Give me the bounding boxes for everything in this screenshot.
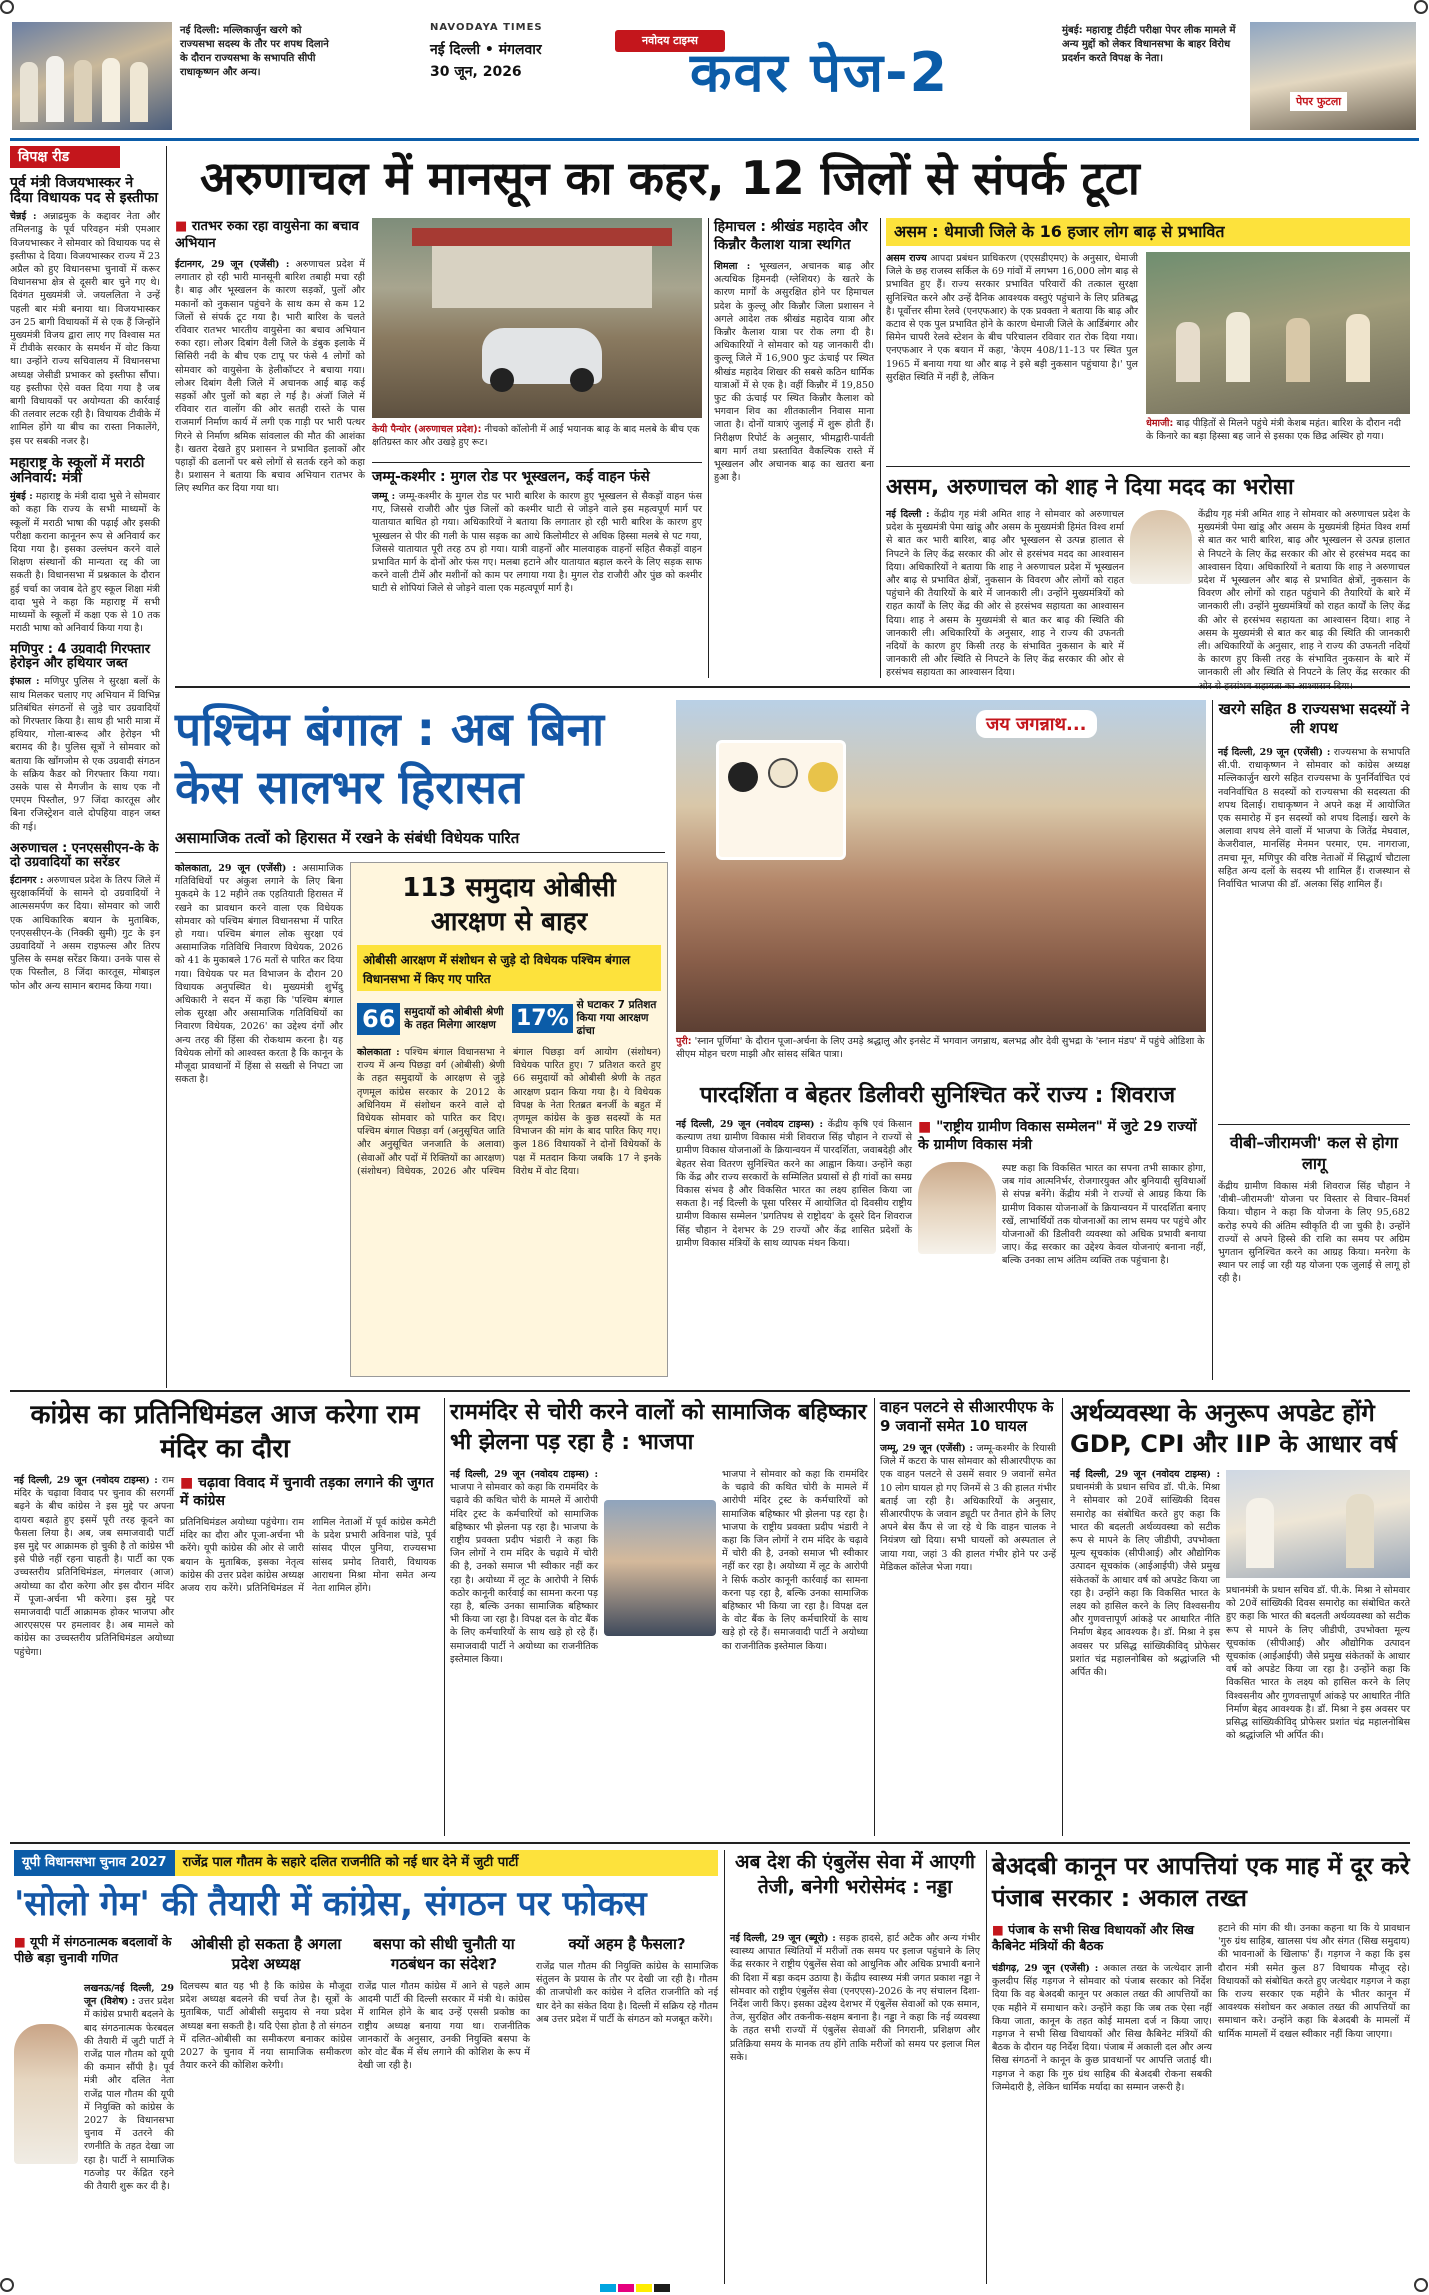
up-col2 <box>358 1934 530 2284</box>
cmyk-swatch-black <box>654 2284 670 2292</box>
puri-photo-caption: पुरी: 'स्नान पूर्णिमा' के दौरान पूजा-अर्चना के लिए उमड़े श्रद्धालु और इनसेट में भगवान जगन्नाथ, बलभद्र और देवी सुभद्रा के 'स्नान मंडप' में पहुंचे ओडिशा के सीएम मोहन चरण माझी और सांसद संबित पात्रा। <box>676 1036 1205 1060</box>
assam-photo-caption: धेमाजी: बाढ़ पीड़ितों से मिलने पहुंचे मंत्री केशब महंत। बारिश के दौरान नदी के किनारे का बड़ा हिस्सा बह जाने से इसका एक छिद्र अस्थिर हो गया। <box>1146 418 1401 442</box>
masthead-left-photo <box>12 22 172 130</box>
masthead-right-teaser[interactable]: मुंबई: महाराष्ट्र टीईटी परीक्षा पेपर लीक मामले में अन्य मुद्दों को लेकर विधानसभा के बाहर विरोध प्रदर्शन करते विपक्ष के नेता। <box>1062 25 1236 64</box>
up-col3-body: राजेंद्र पाल गौतम की नियुक्ति कांग्रेस के सामाजिक संतुलन के प्रयास के तौर पर देखी जा रही है। गौतम की ताजपोशी कर कांग्रेस ने दलित राजनीति को नई धार देने का संकेत दिया है। दिल्ली में सक्रिय रहे गौतम अब उत्तर प्रदेश में पार्टी के संगठन को मजबूत करेंगे। <box>536 1961 718 2025</box>
masthead <box>0 0 1429 140</box>
cmyk-swatch-magenta <box>618 2284 634 2292</box>
congress-ram-body: नई दिल्ली, 29 जून (नवोदय टाइम्स) : राम मंदिर के चढ़ावा विवाद पर चुनाव की सरगर्मी बढ़ने के बीच कांग्रेस ने इस मुद्दे पर अपना दायरा बढ़ाते हुए इसमें पूरी तरह कूदने का फैसला लिया है। अब, जब समाजवादी पार्टी इस मुद्दे पर आक्रामक हो चुकी है तो कांग्रेस भी इसे पीछे नहीं रहना चाहती है। पार्टी का एक उच्चस्तरीय प्रतिनिधिमंडल, मंगलवार (आज) अयोध्या का दौरा करेगा और इस दौरान मंदिर में पूजा-अर्चना भी करेगा। इस मुद्दे पर समाजवादी पार्टी आक्रामक होकर भाजपा और आरएसएस पर हमलावर है। अब मामले को कांग्रेस का उच्चस्तरीय प्रतिनिधिमंडल अयोध्या पहुंचेगा। <box>14 1475 174 1658</box>
bengal-body: कोलकाता, 29 जून (एजेंसी) : असामाजिक गतिविधियों पर अंकुश लगाने के लिए बिना मुकदमे के 12 महीने तक एहतियाती हिरासत में रखने का प्रावधान करने वाला एक विधेयक सोमवार को पश्चिम बंगाल विधानसभा में पारित हो गया। पश्चिम बंगाल लोक सुरक्षा एवं असामाजिक गतिविधि निवारण विधेयक, 2026 को 41 के मुकाबले 176 मतों से पारित कर दिया गया। विधेयक पर मत विभाजन के दौरान 20 विधायक अनुपस्थित थे। मुख्यमंत्री शुभेंदु अधिकारी ने सदन में कहा कि 'पश्चिम बंगाल लोक सुरक्षा और असामाजिक गतिविधियों का निवारण विधेयक, 2026' का उद्देश्य दंगों और अन्य तरह की हिंसा की रोकथाम करना है। यह विधेयक लोगों को आश्वस्त करता है कि कानून के मौजूदा प्रावधानों में हिंसा से सख्ती से निपटा जा सकता है। <box>175 863 344 1086</box>
bjp-ram-body-col1: नई दिल्ली, 29 जून (नवोदय टाइम्स) : भाजपा ने सोमवार को कहा कि राममंदिर के चढ़ावे की कथित चोरी के मामले में आरोपी मंदिर ट्रस्ट के कर्मचारियों को सामाजिक बहिष्कार भी झेलना पड़ रहा है। भाजपा के राष्ट्रीय प्रवक्ता प्रदीप भंडारी ने कहा कि जिन लोगों ने राम मंदिर के चढ़ावे में चोरी की है, उनको समाज भी स्वीकार नहीं कर रहा है। अयोध्या में लूट के आरोपी ने सिर्फ कठोर कानूनी कार्रवाई का सामना करना पड़ रहा है, बल्कि उनका सामाजिक बहिष्कार भी किया जा रहा है। विपक्ष दल के वोट बैंक के लिए कर्मचारियों के साथ खड़े हो रहे हैं। समाजवादी पार्टी ने अयोध्या का राजनीतिक इस्तेमाल किया। <box>450 1469 598 1665</box>
lead-story4-headline[interactable]: असम : धेमाजी जिले के 16 हजार लोग बाढ़ से प्रभावित <box>894 222 1225 241</box>
kharge-body: नई दिल्ली, 29 जून (एजेंसी) : राज्यसभा के सभापति सी.पी. राधाकृष्णन ने सोमवार को कांग्रेस अध्यक्ष मल्लिकार्जुन खरगे सहित राज्यसभा के पुनर्निर्वाचित एवं नवनिर्वाचित 8 सदस्यों को राज्यसभा की सदस्यता की शपथ दिलाई। राधाकृष्णन ने अपने कक्ष में आयोजित एक समारोह में इन सदस्यों को शपथ दिलाई। खरगे के अलावा शपथ लेने वालों में भाजपा के जितेंद्र मेघवाल, केजरीवाल, मानसिंह मेनमन परमार, एम. नागराजा, तमचा मून, मणिपुर की वरिष्ठ नेताओं में सिद्धार्थ चौटाला सहित अन्य दलों के सदस्य भी शामिल हैं। राजस्थान से निर्वाचित भाजपा की डॉ. अलका सिंह शामिल हैं। <box>1218 747 1410 891</box>
left-column-divider <box>166 146 167 1388</box>
up-side-headline[interactable]: ■ यूपी में संगठनात्मक बदलावों के पीछे बड़ा चुनावी गणित <box>14 1934 172 1965</box>
obc-inset <box>350 862 668 1377</box>
congress-divider <box>444 1398 445 1836</box>
lead-story2 <box>372 468 702 680</box>
lead-headline[interactable]: अरुणाचल में मानसून का कहर, 12 जिलों से संपर्क टूटा <box>200 151 1140 205</box>
left-story3-body: इंफाल : मणिपुर पुलिस ने सुरक्षा बलों के साथ मिलकर चलाए गए अभियान में विभिन्न प्रतिबंधित संगठनों से जुड़े चार उग्रवादियों को गिरफ्तार किया है। साथ ही भारी मात्रा में हथियार, गोला-बारूद और हेरोइन भी बरामद की है। पुलिस सूत्रों ने सोमवार को बताया कि खोंगजोम से एक उग्रवादी संगठन के सक्रिय कैडर को गिरफ्तार किया गया। उसके पास से मैगजीन के साथ एक नौ एमएम पिस्तौल, 97 जिंदा कारतूस और बिना रजिस्ट्रेशन वाले दोपहिया वाहन जब्त की गई। <box>10 676 160 833</box>
punjab-side-body: हटाने की मांग की थी। उनका कहना था कि ये प्रावधान 'गुरु ग्रंथ साहिब, खालसा पंथ और संगत (सिख समुदाय) की भावनाओं के खिलाफ' हैं। गड़गज ने कहा कि इस दौरान मंत्री समेत कुल 87 विधायक मौजूद रहे। विधायकों को संबोधित करते हुए जत्थेदार गड़गज ने कहा कि राज्य सरकार एक महीने के भीतर कानून में आवश्यक संशोधन कर अकाल तख्त की आपत्तियों का समाधान करे। उन्होंने कहा कि बेअदबी के मामलों में धार्मिक मामलों में दखल स्वीकार नहीं किया जाएगा। <box>1218 1923 1410 2040</box>
ambulance-body: नई दिल्ली, 29 जून (ब्यूरो) : सड़क हादसे, हार्ट अटैक और अन्य गंभीर स्वास्थ्य आपात स्थितियों में मरीजों तक समय पर इलाज पहुंचाने के लिए केंद्र सरकार ने राष्ट्रीय एंबुलेंस सेवा को आधुनिक और अधिक प्रभावी बनाने की दिशा में बड़ा कदम उठाया है। केंद्रीय स्वास्थ्य मंत्री जगत प्रकाश नड्डा ने सोमवार को राष्ट्रीय एंबुलेंस सेवा (एनएएस)-2026 के नए संचालन दिशा-निर्देश जारी किए। इसका उद्देश्य देशभर में एंबुलेंस सेवाओं को एक समान, तेज, सुरक्षित और तकनीक-सक्षम बनाना है। नड्डा ने कहा कि नई व्यवस्था के तहत सभी राज्यों में एंबुलेंस सेवाओं की निगरानी, प्रशिक्षण और प्रतिक्रिया समय के मानक तय होंगे ताकि मरीजों को समय पर इलाज मिल सके। <box>730 1933 980 2063</box>
punjab-inset-headline[interactable]: ■ पंजाब के सभी सिख विधायकों और सिख कैबिनेट मंत्रियों की बैठक <box>992 1922 1195 1953</box>
lower-rule <box>10 1842 1410 1844</box>
lead-bottom-rule <box>175 686 1410 688</box>
left-story4-headline[interactable]: अरुणाचल : एनएससीएन-के के दो उग्रवादियों का सरेंडर <box>10 840 159 870</box>
left-story1-headline[interactable]: पूर्व मंत्री विजयभास्कर ने दिया विधायक पद से इस्तीफा <box>10 175 159 207</box>
registration-mark-icon <box>1414 2278 1428 2292</box>
shivraj-body: नई दिल्ली, 29 जून (नवोदय टाइम्स) : केंद्रीय कृषि एवं किसान कल्याण तथा ग्रामीण विकास मंत्री शिवराज सिंह चौहान ने राज्यों से ग्रामीण विकास योजनाओं के क्रियान्वयन में पारदर्शिता, जवाबदेही और बेहतर सेवा वितरण सुनिश्चित करने का आह्वान किया। उन्होंने कहा कि केंद्र और राज्य सरकारों के सम्मिलित प्रयासों से ही गांवों का समग्र विकास संभव है और विकसित भारत का लक्ष्य हासिल किया जा सकता है। नई दिल्ली के पूसा परिसर में आयोजित दो दिवसीय राष्ट्रीय ग्रामीण विकास सम्मेलन 'प्रगतिपथ से राष्ट्रोदय' के दूसरे दिन शिवराज सिंह चौहान ने देशभर के 29 राज्यों और केंद्र शासित प्रदेशों के ग्रामीण विकास मंत्रियों के साथ व्यापक मंथन किया। <box>676 1119 912 1249</box>
kharge-rule <box>1218 1124 1410 1125</box>
masthead-left-teaser[interactable]: नई दिल्ली: मल्लिकार्जुन खरगे को राज्यसभा सदस्य के तौर पर शपथ दिलाने के दौरान राज्यसभा के सभापति सीपी राधाकृष्णन और अन्य। <box>180 25 329 78</box>
registration-mark-icon <box>0 2278 14 2292</box>
city-day: नई दिल्ली • मंगलवार <box>430 42 542 58</box>
lead-story4-body: असम राज्य आपदा प्रबंधन प्राधिकरण (एएसडीएमए) के अनुसार, धेमाजी जिले के छह राजस्व सर्किल के 69 गांवों में लगभग 16,000 लोग बाढ़ से प्रभावित हुए हैं। राज्य सरकार प्रभावित परिवारों की तत्काल सुरक्षा सुनिश्चित करने और उन्हें दैनिक आवश्यक वस्तुएं पहुंचाने के लिए प्रतिबद्ध है। पूर्वोत्तर सीमा रेलवे (एनएफआर) के एक प्रवक्ता ने बताया कि बाढ़ और कटाव से एक पुल प्रभावित होने के कारण धेमाजी जिले के आर्डिबंगार और सिमेन चापरी रेलवे स्टेशन के बीच परिचालन रविवार रात रोक दिया गया। एनएफआर ने एक बयान में कहा, 'केएम 408/11-13 पर स्थित पुल 1965 में बनाया गया था और बाढ़ ने इसे बड़ी नुकसान पहुंचाया है।' पुल सुरक्षित स्थिति में नहीं है, लेकिन <box>886 253 1138 383</box>
red-square-icon: ■ <box>992 1922 1009 1937</box>
congress-ram-headline[interactable]: कांग्रेस का प्रतिनिधिमंडल आज करेगा राम मंदिर का दौरा <box>30 1400 420 1464</box>
paper-name: NAVODAYA TIMES <box>430 22 543 33</box>
left-story3-headline[interactable]: मणिपुर : 4 उग्रवादी गिरफ्तार हेरोइन और हथियार जब्त <box>10 642 151 672</box>
obc-banner-text: ओबीसी आरक्षण में संशोधन से जुड़े दो विधेयक पश्चिम बंगाल विधानसभा में किए गए पारित <box>363 953 631 986</box>
obc-inset-body: कोलकाता : पश्चिम बंगाल विधानसभा ने राज्य में अन्य पिछड़ा वर्ग (ओबीसी) श्रेणी के तहत समुदायों के आरक्षण से जुड़े तृणमूल कांग्रेस सरकार के 2012 के अधिनियम में संशोधन करने वाले दो विधेयक सोमवार को पारित कर दिए। पश्चिम बंगाल पिछड़ा वर्ग (अनुसूचित जाति और अनुसूचित जनजाति के अलावा) (सेवाओं और पदों में रिक्तियों का आरक्षण) (संशोधन) विधेयक, 2026 और पश्चिम बंगाल पिछड़ा वर्ग आयोग (संशोधन) विधेयक पारित हुए। 7 प्रतिशत करते हुए 66 समुदायों को ओबीसी श्रेणी के तहत आरक्षण प्रदान किया गया है। ये विधेयक विपक्ष के नेता रितब्रत बनर्जी के बहुत में तृणमूल कांग्रेस के कुछ सदस्यों के मत विभाजन की मांग के बाद पारित किए गए। कुल 186 विधायकों ने दोनों विधेयकों के पक्ष में मतदान किया जबकि 17 ने इनके विरोध में वोट दिया। <box>357 1047 661 1177</box>
up-col3 <box>536 1934 718 2284</box>
bjp-divider <box>874 1398 875 1836</box>
punjab-headline[interactable] <box>992 1850 1410 1914</box>
up-label: यूपी विधानसभा चुनाव 2027 <box>14 1850 175 1876</box>
obc-stats <box>357 999 661 1038</box>
red-square-icon: ■ <box>175 219 192 234</box>
lead-story3-body: शिमला : भूस्खलन, अचानक बाढ़ और अत्यधिक हिमनदी (ग्लेशियर) के खतरे के कारण मार्गों के असुरक्षित होने पर हिमाचल प्रदेश के कुल्लू और किन्नौर जिला प्रशासन ने अगले आदेश तक श्रीखंड महादेव यात्रा और किन्नौर कैलाश यात्रा पर रोक लगा दी है। अधिकारियों ने सोमवार को यह जानकारी दी। कुल्लू जिले में 16,900 फुट ऊंचाई पर स्थित श्रीखंड महादेव शिखर की सबसे कठिन धार्मिक यात्राओं में से एक है। वहीं किन्नौर में 19,850 फुट की ऊंचाई पर स्थित किन्नौर कैलाश को भगवान शिव का शीतकालीन निवास माना जाता है। दोनों यात्राएं जुलाई में शुरू होती हैं। निरीक्षण रिपोर्ट के अनुसार, भीमद्वारी-पार्वती बाग मार्ग तथा प्रस्तावित वैकल्पिक रास्ते में भूस्खलन और अचानक बाढ़ का खतरा बना हुआ है। <box>714 261 874 484</box>
obc-stat-2-number: 17% <box>512 1004 573 1033</box>
obc-stat-1 <box>357 999 506 1038</box>
economy-body-col1: नई दिल्ली, 29 जून (नवोदय टाइम्स) : प्रधानमंत्री के प्रधान सचिव डॉ. पी.के. मिश्रा ने सोमवार को 20वें सांख्यिकी दिवस समारोह का संबोधित करते हुए कहा कि भारत की बदलती अर्थव्यवस्था को सटीक रूप से मापने के लिए जीडीपी, उपभोक्ता मूल्य सूचकांक (सीपीआई) और औद्योगिक उत्पादन सूचकांक (आईआईपी) जैसे प्रमुख संकेतकों के आधार वर्ष को अपडेट किया जा रहा है। उन्होंने कहा कि विकसित भारत के लक्ष्य को हासिल करने के लिए विश्वसनीय और गुणवत्तापूर्ण आंकड़े पर आधारित नीति निर्माण बेहद आवश्यक है। डॉ. मिश्रा ने इस अवसर पर प्रसिद्ध सांख्यिकीविद् प्रोफेसर प्रशांत चंद्र महालनोबिस को श्रद्धांजलि भी अर्पित की। <box>1070 1469 1220 1679</box>
lead-story5-headline[interactable]: असम, अरुणाचल को शाह ने दिया मदद का भरोसा <box>886 475 1294 500</box>
obc-banner <box>357 945 661 991</box>
kharge-story <box>1218 700 1410 1120</box>
lead-story3 <box>714 218 874 678</box>
masthead-rule <box>10 138 1419 141</box>
red-square-icon: ■ <box>14 1934 31 1949</box>
up-col1-headline[interactable]: ओबीसी हो सकता है अगला प्रदेश अध्यक्ष <box>190 1935 342 1973</box>
left-story1-body: चेन्नई : अन्नाद्रमुक के कद्दावर नेता और तमिलनाडु के पूर्व परिवहन मंत्री एमआर विजयभास्कर ने सोमवार को विधायक पद से इस्तीफा दे दिया। विजयभास्कर राज्य में 23 अप्रैल को हुए विधानसभा चुनावों में करूर विधानसभा क्षेत्र से दूसरी बार चुने गए थे। दिवंगत मुख्यमंत्री जे. जयललिता ने उन्हें पहली बार मंत्री बनाया था। विजयभास्कर उन 25 बागी विधायकों में से एक हैं जिन्होंने मुख्यमंत्री विजय द्वारा लाए गए विश्वास मत में टीवीके सरकार के समर्थन में वोट किया था। उन्होंने राज्य सचिवालय में विधानसभा अध्यक्ष जेसीडी प्रभाकर को इस्तीफा सौंपा। यह इस्तीफा ऐसे वक्त दिया गया है जब बागी विधायकों पर अयोग्यता की कार्रवाई की तलवार लटक रही है। विधायक टीवीके में शामिल होंगे या बीच का रास्ता निकालेंगे, इस पर सबकी नजर है। <box>10 211 160 447</box>
lead-photo-flood <box>372 218 702 418</box>
shivraj-inset-body: स्पष्ट कहा कि विकसित भारत का सपना तभी साकार होगा, जब गांव आत्मनिर्भर, रोजगारयुक्त और बुनियादी सुविधाओं से संपन्न बनेंगे। केंद्रीय मंत्री ने राज्यों से आग्रह किया कि ग्रामीण विकास योजनाओं के क्रियान्वयन में पारदर्शिता बनाए रखें, लाभार्थियों तक योजनाओं का लाभ समय पर पहुंचे और योजनाओं की डिलीवरी व्यवस्था को अधिक प्रभावी बनाया जाए। केंद्र सरकार का उद्देश्य केवल योजनाएं बनाना नहीं, बल्कि उनका लाभ अंतिम व्यक्ति तक पहुंचाना है। <box>1002 1163 1206 1267</box>
page-title: कवर पेज-2 <box>690 41 950 104</box>
lead-story1-headline[interactable]: ■ रातभर रुका रहा वायुसेना का बचाव अभियान <box>175 219 359 251</box>
lead-story4 <box>886 252 1138 462</box>
up-headline[interactable] <box>14 1882 718 1926</box>
up-banner: राजेंद्र पाल गौतम के सहारे दलित राजनीति को नई धार देने में जुटी पार्टी <box>175 1850 718 1876</box>
mid-rule <box>10 1390 1410 1392</box>
up-divider <box>724 1850 725 2284</box>
lead-inner-rule <box>372 462 702 463</box>
registration-mark-icon <box>0 0 14 14</box>
bjp-ram-body-col2: भाजपा ने सोमवार को कहा कि राममंदिर के चढ़ावे की कथित चोरी के मामले में आरोपी मंदिर ट्रस्ट के कर्मचारियों को सामाजिक बहिष्कार भी झेलना पड़ रहा है। भाजपा के राष्ट्रीय प्रवक्ता प्रदीप भंडारी ने कहा कि जिन लोगों ने राम मंदिर के चढ़ावे में चोरी की है, उनको समाज भी स्वीकार नहीं कर रहा है। अयोध्या में लूट के आरोपी ने सिर्फ कठोर कानूनी कार्रवाई का सामना करना पड़ रहा है, बल्कि उनका सामाजिक बहिष्कार भी किया जा रहा है। विपक्ष दल के वोट बैंक के लिए कर्मचारियों के साथ खड़े हो रहे हैं। समाजवादी पार्टी ने अयोध्या का राजनीतिक इस्तेमाल किया। <box>722 1469 868 1652</box>
up-col1 <box>180 1934 352 2284</box>
up-col2-body: राजेंद्र पाल गौतम कांग्रेस में आने से पहले आम आदमी पार्टी की दिल्ली सरकार में मंत्री थे। कांग्रेस में शामिल होने के बाद उन्हें एससी प्रकोष्ठ का राष्ट्रीय अध्यक्ष बनाया गया था। राजनीतिक जानकारों के अनुसार, उनकी नियुक्ति बसपा के कोर वोट बैंक में सेंध लगाने की कोशिश के रूप में देखी जा रही है। <box>358 1981 530 2072</box>
assam-rule <box>886 466 1410 467</box>
lead-story2-headline[interactable]: जम्मू-कश्मीर : मुगल रोड पर भूस्खलन, कई वाहन फंसे <box>372 469 650 485</box>
punjab-headline-text: बेअदबी कानून पर आपत्तियां एक माह में दूर करे पंजाब सरकार : अकाल तख्त <box>992 1852 1410 1912</box>
assam-headline-box <box>886 218 1410 246</box>
left-story4-body: ईटानगर : अरुणाचल प्रदेश के तिरप जिले में सुरक्षाकर्मियों के सामने दो उग्रवादियों ने आत्मसमर्पण कर दिया। सोमवार को जारी एक आधिकारिक बयान के मुताबिक, एनएससीएन-के (निक्की सुमी) गुट के इन उग्रवादियों ने असम राइफल्स और तिरप पुलिस के समक्ष सरेंडर किया। उनके पास से एक पिस्तौल, 8 जिंदा कारतूस, मोबाइल फोन और अन्य सामान बरामद किया गया। <box>10 874 161 992</box>
puri-photo-label: जय जगन्नाथ... <box>976 710 1097 738</box>
cmyk-swatch-cyan <box>600 2284 616 2292</box>
cmyk-swatch-yellow <box>636 2284 652 2292</box>
left-column <box>10 146 160 1388</box>
masthead-right-photo <box>1250 22 1416 130</box>
up-col3-headline[interactable]: क्यों अहम है फैसला? <box>568 1935 686 1953</box>
crpf-body: जम्मू, 29 जून (एजेंसी) : जम्मू-कश्मीर के रियासी जिले में कटरा के पास सोमवार को सीआरपीएफ का एक वाहन पलटने से उसमें सवार 9 जवानों समेत 10 लोग घायल हो गए जिनमें से 3 की हालत गंभीर बताई जा रही है। अधिकारियों के अनुसार, सीआरपीएफ के जवान ड्यूटी पर तैनात होने के लिए अपने बेस कैंप से जा रहे थे कि वाहन चालक ने नियंत्रण खो दिया। सभी घायलों को अस्पताल ले जाया गया, जहां 3 की हालत गंभीर होने पर उन्हें मेडिकल कॉलेज भेजा गया। <box>880 1443 1056 1573</box>
shivraj-headline[interactable]: पारदर्शिता व बेहतर डिलीवरी सुनिश्चित करें राज्य : शिवराज <box>700 1083 1176 1108</box>
paper-logo-text: नवोदय टाइम्स <box>642 34 698 47</box>
red-square-icon: ■ <box>918 1119 937 1135</box>
crpf-headline[interactable]: वाहन पलटने से सीआरपीएफ के 9 जवानों समेत 10 घायल <box>880 1398 1054 1435</box>
bengal-subhead: असामाजिक तत्वों को हिरासत में रखने के संबंधी विधेयक पारित <box>175 828 665 853</box>
ambulance-headline[interactable]: अब देश की एंबुलेंस सेवा में आएगी तेजी, बनेगी भरोसेमंद : नड्डा <box>735 1851 975 1898</box>
bhandari-photo <box>604 1500 716 1636</box>
obc-stat-1-text: समुदायों को ओबीसी श्रेणी के तहत मिलेगा आरक्षण <box>404 1005 504 1031</box>
bengal-divider <box>1212 700 1213 1380</box>
congress-ram-inset-headline[interactable]: ■ चढ़ावा विवाद में चुनावी तड़का लगाने की जुगत में कांग्रेस <box>180 1475 434 1509</box>
issue-date: 30 जून, 2026 <box>430 64 522 80</box>
bengal-headline-text: पश्चिम बंगाल : अब बिना केस सालभर हिरासत <box>175 702 605 814</box>
registration-mark-icon <box>1414 0 1428 14</box>
up-col2-headline[interactable]: बसपा को सीधी चुनौती या गठबंधन का संदेश? <box>373 1935 515 1973</box>
obc-stat-2-text: से घटाकर 7 प्रतिशत किया गया आरक्षण ढांचा <box>576 999 657 1037</box>
assam-photo <box>1146 252 1410 414</box>
economy-headline[interactable]: अर्थव्यवस्था के अनुरूप अपडेट होंगे GDP, CPI और IIP के आधार वर्ष <box>1070 1399 1397 1458</box>
lead-story1-body: ईटानगर, 29 जून (एजेंसी) : अरुणाचल प्रदेश में लगातार हो रही भारी मानसूनी बारिश तबाही मचा रही है। बाढ़ और भूस्खलन के कारण सड़कों, पुलों और मकानों को नुकसान पहुंचने के साथ कम से कम 12 जिलों से संपर्क टूट गया है। भारी बारिश के चलते रविवार रातभर भारतीय वायुसेना का बचाव अभियान रुका रहा। लोअर दिबांग वैली जिले के डंबुक इलाके में सिसिरी नदी के बीच एक टापू पर फंसे 4 लोगों को सोमवार को वायुसेना के हेलीकॉप्टर ने बचाया गया। लोअर दिबांग वैली जिले में अचानक आई बाढ़ कई सड़कों और पुलों को बहा ले गई है। अंजॉ जिले में रविवार रात वालोंग की ओर सतही रास्ते के पास राजमार्ग निर्माण कार्य में लगी एक गाड़ी पर भारी पत्थर गिरने से निर्माण श्रमिक सांवलाल की मौत की आशंका है। खतरा देखते हुए प्रशासन ने प्रभावित इलाकों और पहाड़ों की ढलानों पर बसे लोगों से सतर्क रहने को कहा है। प्रशासन ने बताया कि बचाव अभियान रातभर के लिए स्थगित कर दिया गया था। <box>175 259 365 495</box>
left-story2-body: मुंबई : महाराष्ट्र के मंत्री दादा भुसे ने सोमवार को कहा कि राज्य के सभी माध्यमों के स्कूलों में मराठी भाषा की पढ़ाई और इसकी परीक्षा कराना कानूनन रूप से अनिवार्य कर दिया गया है। इसका उल्लंघन करने वाले शिक्षण संस्थानों की मान्यता रद्द की जा सकती है। विधानसभा में प्रश्नकाल के दौरान हुई चर्चा का जवाब देते हुए स्कूल शिक्षा मंत्री दादा भुसे ने कहा कि महाराष्ट्र में सभी माध्यमों के स्कूलों में कक्षा एक से 10 तक मराठी भाषा को अनिवार्य किया गया है। <box>10 491 160 635</box>
up-banner-row <box>14 1850 718 1876</box>
shivraj-photo <box>918 1162 996 1254</box>
crpf-divider <box>1062 1398 1063 1836</box>
lead-story5-body-col2: केंद्रीय गृह मंत्री अमित शाह ने सोमवार को अरुणाचल प्रदेश के मुख्यमंत्री पेमा खांडू और असम के मुख्यमंत्री हिमंत विश्व शर्मा से बात कर भारी बारिश, बाढ़ और भूस्खलन से उत्पन्न हालात से निपटने के लिए केंद्र सरकार की ओर से हरसंभव मदद का आश्वासन दिया। अधिकारियों ने बताया कि शाह ने अरुणाचल प्रदेश में भूस्खलन और बाढ़ से प्रभावित क्षेत्रों, नुकसान के विवरण और लोगों को राहत पहुंचाने की तैयारियों के बारे में जानकारी ली। उन्होंने मुख्यमंत्रियों को राहत कार्यों के लिए केंद्र की ओर से हरसंभव सहायता का आश्वासन दिया। शाह ने असम के मुख्यमंत्री से बात कर बाढ़ की स्थिति की जानकारी ली। अधिकारियों के अनुसार, शाह ने राज्य की उफनती नदियों के कारण हुए किसी तरह के संभावित नुकसान के बारे में जानकारी ली और स्थिति से निपटने के लिए केंद्र सरकार की <box>1198 509 1410 679</box>
ambulance-divider <box>986 1850 987 2284</box>
obc-inset-headline[interactable]: 113 समुदाय ओबीसी आरक्षण से बाहर <box>402 873 616 937</box>
lead-photo-caption: केयी पैन्योर (अरुणाचल प्रदेश): नीचको कॉलोनी में आई भयानक बाढ़ के बाद मलबे के बीच एक क्षतिग्रस्त कार और उखड़े हुए रूट। <box>372 424 700 448</box>
kharge-headline[interactable]: खरगे सहित 8 राज्यसभा सदस्यों ने ली शपथ <box>1218 700 1410 737</box>
economy-photo <box>1226 1470 1410 1578</box>
lead-story3-headline[interactable]: हिमाचल : श्रीखंड महादेव और किन्नौर कैलाश यात्रा स्थगित <box>714 219 868 253</box>
left-story2-headline[interactable]: महाराष्ट्र के स्कूलों में मराठी अनिवार्य: मंत्री <box>10 454 145 486</box>
up-col1-body: दिलचस्प बात यह भी है कि कांग्रेस के मौजूदा प्रदेश अध्यक्ष बदलने की चर्चा तेज है। सूत्रों के मुताबिक, पार्टी ओबीसी समुदाय से नया प्रदेश अध्यक्ष बना सकती है। यदि ऐसा होता है तो संगठन में दलित-ओबीसी का समीकरण बनाकर कांग्रेस 2027 के चुनाव में नया सामाजिक समीकरण तैयार करने की कोशिश करेगी। <box>180 1981 352 2072</box>
up-body: लखनऊ/नई दिल्ली, 29 जून (विशेष) : उत्तर प्रदेश में कांग्रेस प्रभारी बदलने के बाद संगठनात्मक फेरबदल की तैयारी में जुटी पार्टी ने राजेंद्र पाल गौतम को यूपी की कमान सौंपी है। पूर्व मंत्री और दलित नेता राजेंद्र पाल गौतम की यूपी में नियुक्ति को कांग्रेस के 2027 के विधानसभा चुनाव में उतरने की रणनीति के तहत देखा जा रहा है। पार्टी ने सामाजिक गठजोड़ पर केंद्रित रहने की तैयारी शुरू कर दी है। <box>84 1983 174 2193</box>
congress-ram-inset-body: प्रतिनिधिमंडल अयोध्या पहुंचेगा। राम मंदिर का दौरा और पूजा-अर्चना भी करेंगे। यूपी कांग्रेस की ओर से जारी बयान के मुताबिक, इसका नेतृत्व कांग्रेस की उत्तर प्रदेश कांग्रेस अध्यक्ष अजय राय करेंगे। प्रतिनिधिमंडल में शामिल नेताओं में पूर्व कांग्रेस कमेटी के प्रदेश प्रभारी अविनाश पांडे, पूर्व सांसद पीएल पुनिया, राज्यसभा सांसद प्रमोद तिवारी, विधायक आराधना मिश्रा मोना समेत अन्य नेता शामिल होंगे। <box>180 1517 436 1595</box>
lead-story1 <box>175 218 365 678</box>
obc-stat-1-number: 66 <box>357 1003 400 1035</box>
left-column-header: विपक्ष रीड <box>10 146 120 168</box>
shivraj-inset-headline[interactable]: ■ "राष्ट्रीय ग्रामीण विकास सम्मेलन" में जुटे 29 राज्यों के ग्रामीण विकास मंत्री <box>918 1119 1197 1153</box>
lead-story5-body-col1: नई दिल्ली : केंद्रीय गृह मंत्री अमित शाह ने सोमवार को अरुणाचल प्रदेश के मुख्यमंत्री पेमा खांडू और असम के मुख्यमंत्री हिमंत विश्व शर्मा से बात कर भारी बारिश, बाढ़ और भूस्खलन से उत्पन्न हालात से निपटने के लिए केंद्र सरकार की ओर से हरसंभव मदद का आश्वासन दिया। अधिकारियों ने बताया कि शाह ने अरुणाचल प्रदेश में भूस्खलन और बाढ़ से प्रभावित क्षेत्रों, नुकसान के विवरण और लोगों को राहत पहुंचाने की तैयारियों के बारे में जानकारी ली। उन्होंने मुख्यमंत्रियों को राहत कार्यों के लिए केंद्र की ओर से हरसंभव सहायता का आश्वासन दिया। शाह ने असम के मुख्यमंत्री से बात कर बाढ़ की स्थिति की जानकारी ली। अधिकारियों के अनुसार, शाह ने राज्य की उफनती नदियों के कारण हुए किसी तरह के संभावित नुकसान के बारे में जानकारी ली और स्थिति से निपटने के लिए केंद्र सरकार की ओर से हरसंभव सहायता का आश्वासन दिया। <box>886 509 1124 679</box>
red-square-icon: ■ <box>180 1475 199 1491</box>
crpf-story <box>880 1398 1056 1834</box>
lead-story2-body: जम्मू : जम्मू-कश्मीर के मुगल रोड पर भारी बारिश के कारण हुए भूस्खलन से सैकड़ों वाहन फंस गए, जिससे राजौरी और पुंछ जिलों को कश्मीर घाटी से जोड़ने वाले इस महत्वपूर्ण मार्ग पर यातायात बाधित हो गया। अधिकारियों ने बताया कि लगातार हो रही भारी बारिश के कारण हुए भूस्खलन से पीर की गली के पास सड़क का आधे किलोमीटर से अधिक हिस्सा मलबे से पट गया, जिससे यातायात पूरी तरह ठप हो गया। यात्री वाहनों और मालवाहक वाहनों सहित सैकड़ों वाहन प्रभावित मार्ग के दोनों ओर फंस गए। मलबा हटाने और यातायात बहाल करने के लिए सड़क साफ करने वाली टीमें और मशीनों को काम पर लगाया गया है। मुगल रोड राजौरी और पुंछ को कश्मीर घाटी से शोपियां जिले से जोड़ने वाला एक महत्वपूर्ण मार्ग है। <box>372 491 702 595</box>
shah-photo <box>1130 510 1192 584</box>
lead-divider-2 <box>708 218 709 678</box>
vbjiramji-headline[interactable]: वीबी–जीरामजी' कल से होगा लागू <box>1230 1133 1398 1173</box>
lead-divider-3 <box>880 218 881 678</box>
obc-stat-2 <box>512 999 661 1038</box>
bengal-headline[interactable] <box>175 700 665 816</box>
economy-body-col2: प्रधानमंत्री के प्रधान सचिव डॉ. पी.के. मिश्रा ने सोमवार को 20वें सांख्यिकी दिवस समारोह का संबोधित करते हुए कहा कि भारत की बदलती अर्थव्यवस्था को सटीक रूप से मापने के लिए जीडीपी, उपभोक्ता मूल्य सूचकांक (सीपीआई) और औद्योगिक उत्पादन सूचकांक (आईआईपी) जैसे प्रमुख संकेतकों के आधार वर्ष को अपडेट किया जा रहा है। उन्होंने कहा कि विकसित भारत के लक्ष्य को हासिल करने के लिए विश्वसनीय और गुणवत्तापूर्ण आंकड़े पर आधारित नीति निर्माण बेहद आवश्यक है। डॉ. मिश्रा ने इस अवसर पर प्रसिद्ध सांख्यिकीविद् प्रोफेसर प्रशांत चंद्र महालनोबिस को श्रद्धांजलि भी अर्पित की। <box>1226 1585 1410 1742</box>
up-headline-text: 'सोलो गेम' की तैयारी में कांग्रेस, संगठन पर फोकस <box>14 1884 647 1924</box>
bjp-ram-headline[interactable]: राममंदिर से चोरी करने वालों को सामाजिक बहिष्कार भी झेलना पड़ रहा है : भाजपा <box>450 1400 867 1455</box>
puri-photo <box>676 700 1206 1032</box>
vbjiramji-body: केंद्रीय ग्रामीण विकास मंत्री शिवराज सिंह चौहान ने 'वीबी–जीरामजी' योजना पर विस्तार से विचार–विमर्श किया। चौहान ने कहा कि योजना के लिए 95,682 करोड़ रुपये की अंतिम स्वीकृति दी जा चुकी है। उन्होंने राज्यों से अपने हिस्से की राशि का समय पर अग्रिम भुगतान सुनिश्चित करने का आग्रह किया। मनरेगा के स्थान पर लाई जा रही यह योजना एक जुलाई से लागू हो रही है। <box>1218 1181 1410 1285</box>
punjab-body: चंडीगढ़, 29 जून (एजेंसी) : अकाल तख्त के जत्थेदार ज्ञानी कुलदीप सिंह गड़गज ने सोमवार को पंजाब सरकार को निर्देश दिया कि वह बेअदबी कानून पर अकाल तख्त की आपत्तियों का एक महीने में समाधान करे। उन्होंने कहा कि जब तक ऐसा नहीं किया जाता, कानून के तहत कोई मामला दर्ज न किया जाए। गड़गज ने सभी सिख विधायकों और सिख कैबिनेट मंत्रियों की बैठक के दौरान यह निर्देश दिया। पंजाब में अकाली दल और अन्य सिख संगठनों ने कानून के कुछ प्रावधानों पर आपत्ति जताई थी। गड़गज ने कहा कि गुरु ग्रंथ साहिब की बेअदबी रोकना सबकी जिम्मेदारी है, लेकिन धार्मिक मर्यादा का सम्मान जरूरी है। <box>992 1963 1213 2093</box>
right-photo-label: पेपर फुटला <box>1290 92 1347 111</box>
